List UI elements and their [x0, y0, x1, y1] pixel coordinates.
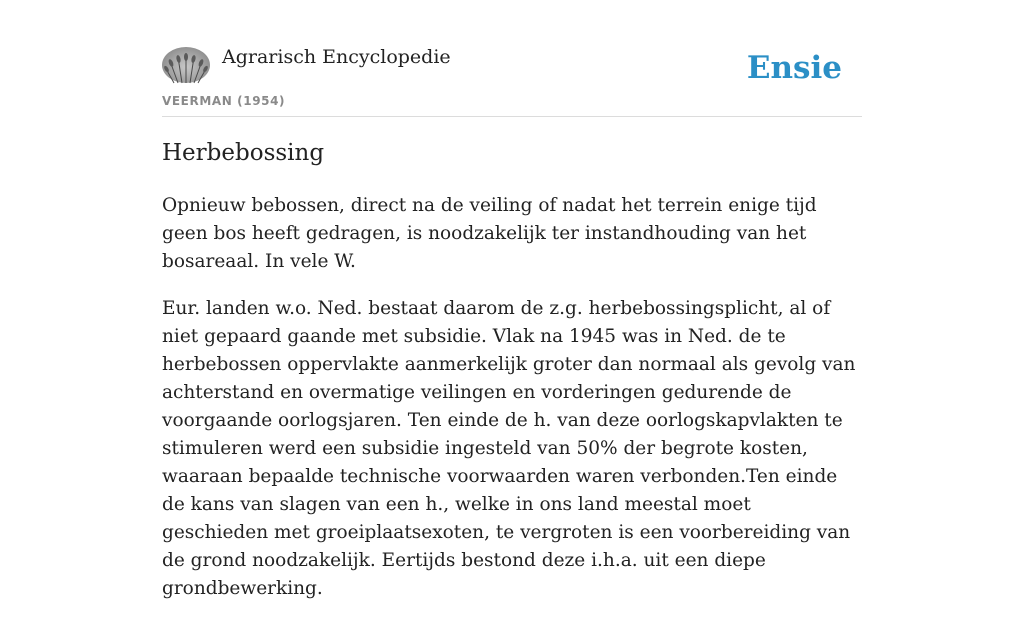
article-body — [162, 192, 862, 622]
source-title[interactable]: Agrarisch Encyclopedie — [222, 46, 451, 68]
source-header — [162, 44, 862, 117]
source-author: VEERMAN (1954) — [162, 94, 286, 108]
wheat-logo-icon[interactable] — [162, 47, 210, 83]
ensie-brand-logo[interactable]: Ensie — [746, 50, 842, 86]
article-title: Herbebossing — [162, 140, 325, 166]
article-paragraph: Opnieuw bebossen, direct na de veiling of nadat het terrein enige tijd geen bos heeft gedragen, is noodzakelijk ter instandhouding van het bosareaal. In vele W. — [162, 195, 817, 272]
article-paragraph: Eur. landen w.o. Ned. bestaat daarom de z.g. herbebossingsplicht, al of niet gepaard gaande met subsidie. Vlak na 1945 was in Ned. de te herbebossen oppervlakte aanmerkelijk groter dan normaal als gevolg van achterstand en overmatige veilingen en vorderingen gedurende de voorgaande oorlogsjaren. Ten einde de h. van deze oorlogskapvlakten te stimuleren werd een subsidie ingesteld van 50% der begrote kosten, waaraan bepaalde technische voorwaarden waren verbonden.Ten einde de kans van slagen van een h., welke in ons land meestal moet geschieden met groeiplaatsexoten, te vergroten is een voorbereiding van de grond noodzakelijk. Eertijds bestond deze i.h.a. uit een diepe grondbewerking. — [162, 298, 856, 599]
